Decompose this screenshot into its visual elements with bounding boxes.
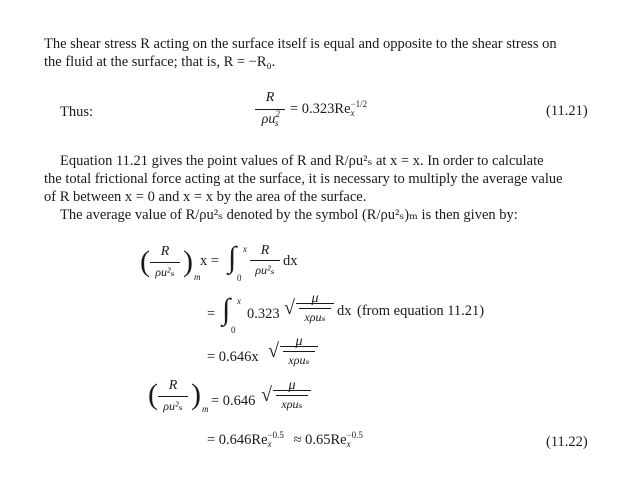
eq1-denominator: $\rho u^2_s$: [261, 109, 280, 128]
step3-fraction-bar: [283, 351, 315, 352]
step2-dx: dx: [337, 303, 352, 319]
from-equation-note: (from equation 11.21): [357, 303, 485, 319]
step1-fraction-bar: [250, 260, 280, 261]
integral-sign-1: ∫: [228, 241, 237, 274]
step1-numerator: R: [260, 243, 270, 258]
eq1-number: (11.21): [546, 103, 588, 119]
x-equals: x =: [200, 253, 220, 269]
integral-upper-1: x: [243, 244, 247, 254]
integral-sign-2: ∫: [222, 293, 231, 326]
sqrt-sign-2: √: [268, 340, 279, 362]
step5-expression: = $0.646Re_x^{-0.5} \approx 0.65Re_x^{-0.5}$: [207, 430, 363, 449]
lhs2-denominator: ρu²ₛ: [163, 399, 183, 413]
lhs2-open-paren: (: [148, 378, 158, 411]
lhs2-numerator: R: [168, 378, 178, 393]
intro-line-2: the fluid at the surface; that is, R = −R₀.: [44, 54, 276, 70]
integral-lower-1: 0: [237, 273, 242, 283]
step4-text: = 0.646: [211, 393, 256, 409]
lhs-numerator: R: [160, 244, 170, 259]
lhs-fraction-bar: [150, 262, 180, 263]
lhs-denominator: ρu²ₛ: [155, 265, 175, 279]
step2-equals: =: [207, 306, 216, 322]
lhs-close-paren: ): [183, 245, 193, 278]
eq1-fraction-bar: [255, 109, 285, 110]
intro-line-1: The shear stress R acting on the surface itself is equal and opposite to the shear stress on: [44, 36, 557, 52]
step3-text: = 0.646x: [207, 349, 259, 365]
step3-xrho: xρuₛ: [288, 353, 310, 367]
step1-denominator: ρu²ₛ: [255, 263, 275, 277]
step2-fraction-bar: [299, 308, 331, 309]
integral-upper-2: x: [237, 296, 241, 306]
thus-label: Thus:: [60, 104, 94, 120]
step2-coefficient: 0.323: [247, 306, 280, 322]
step3-mu: μ: [295, 334, 303, 349]
step2-xrho: xρuₛ: [304, 310, 326, 324]
lhs2-subscript-m: m: [202, 404, 209, 414]
para-line-4: The average value of R/ρu²ₛ denoted by the symbol (R/ρu²ₛ)ₘ is then given by:: [60, 207, 518, 223]
para-line-3: of R between x = 0 and x = x by the area of the surface.: [44, 189, 367, 205]
step4-mu: μ: [288, 378, 296, 393]
eq1-rhs: = $0.323Re_x^{-1/2}$: [290, 99, 368, 118]
lhs2-close-paren: ): [191, 378, 201, 411]
sqrt-sign-3: √: [261, 384, 272, 406]
lhs-open-paren: (: [140, 245, 150, 278]
step4-xrho: xρuₛ: [281, 397, 303, 411]
integral-lower-2: 0: [231, 325, 236, 335]
para-line-1: Equation 11.21 gives the point values of R and R/ρu²ₛ at x = x. In order to calculate: [60, 153, 544, 169]
eq1-numerator: R: [265, 90, 275, 105]
step4-fraction-bar: [276, 395, 308, 396]
step1-dx: dx: [283, 253, 298, 269]
lhs2-fraction-bar: [158, 396, 188, 397]
sqrt-sign-1: √: [284, 297, 295, 319]
eq2-number: (11.22): [546, 434, 588, 450]
step2-mu: μ: [311, 291, 319, 306]
para-line-2: the total frictional force acting at the surface, it is necessary to multiply the average value: [44, 171, 563, 187]
lhs-subscript-m: m: [194, 272, 201, 282]
